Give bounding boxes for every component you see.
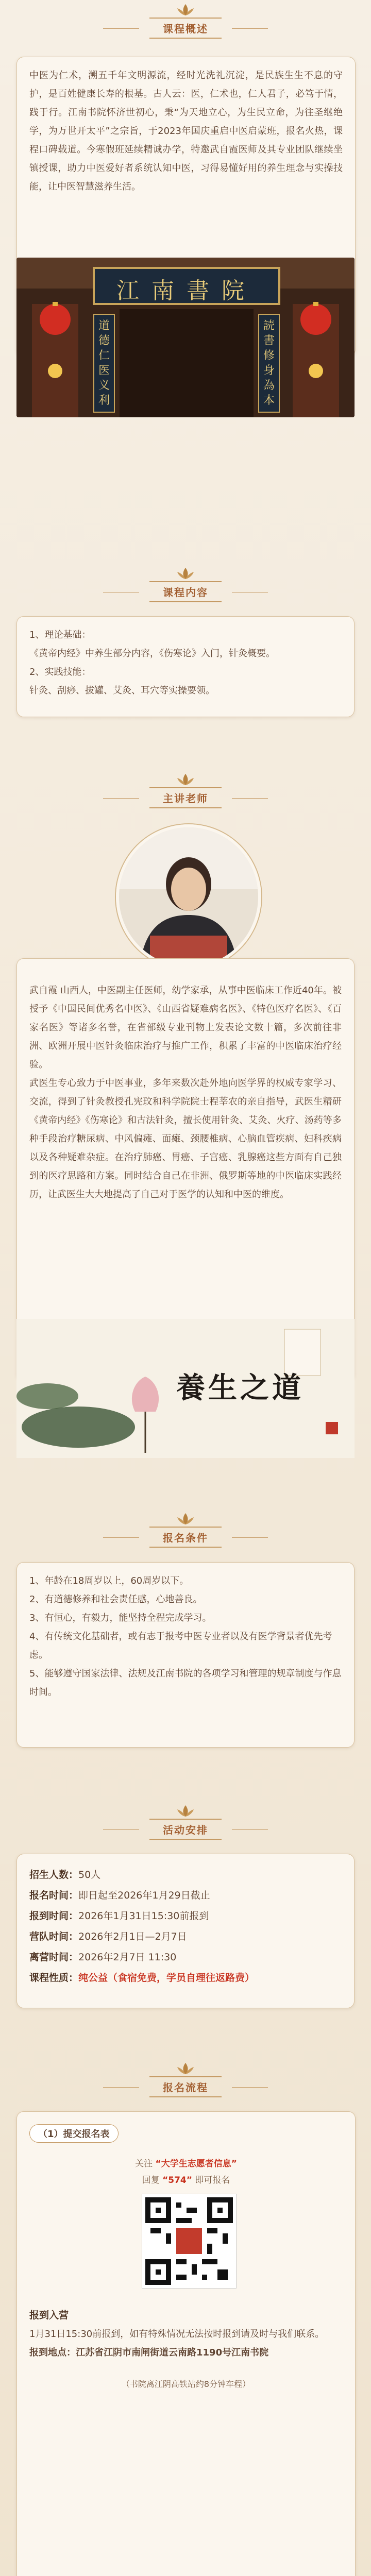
address-value: 江苏省江阴市南闸街道云南路1190号江南书院 [76, 2347, 269, 2358]
teacher-bio-2: 武医生专心致力于中医事业，多年来数次赴外地向医学界的权威专家学习、交流，得到了针灸教授孔宪玟和科学院院士程莘农的亲自指导，武医生精研《黄帝内经》《伤寒论》和古法针灸，擅长使用针灸、艾灸、火疗、汤药等多种手段治疗糖尿病、中风偏瘫、面瘫、颈腰椎病、心脑血管疾病、妇科疾病以及各种疑难杂症。在治疗肺癌、胃癌、子宫癌、乳腺癌这些方面有自己独到的医疗思路和方案。同时结合自己在非洲、俄罗斯等地的中医临床实践经历，让武医生大大地提高了自己对于医学的认知和中医的维度。 [29, 1078, 342, 1200]
section-header-teacher [0, 773, 371, 819]
qr-code-icon [145, 2197, 233, 2285]
lotus-ornament-icon [175, 773, 196, 786]
step2-title: 报到入营 [29, 2310, 69, 2321]
teacher-card [16, 958, 355, 1381]
content-line: 《黄帝内经》中养生部分内容，《伤寒论》入门，针灸概要。 [29, 648, 275, 659]
step1-tag-wrap [29, 2124, 119, 2143]
section-title: 主讲老师 [149, 787, 222, 808]
requirement-item: 1、年龄在18周岁以上，60周岁以下。 [29, 1575, 189, 1586]
content-line: 1、理论基础： [29, 630, 91, 640]
teacher-portrait-illustration [119, 827, 258, 967]
requirement-item: 4、有传统文化基础者，或有志于报考中医专业者以及有医学背景者优先考虑。 [29, 1631, 332, 1660]
address-line [29, 2344, 343, 2362]
step2-block [29, 2306, 343, 2389]
process-card [16, 2111, 356, 2576]
section-title: 报名条件 [149, 1527, 222, 1548]
schedule-row-nature [17, 1968, 354, 1988]
schedule-value-highlight: 纯公益（食宿免费，学员自理往返路费） [78, 1972, 255, 1984]
content-card [16, 616, 355, 717]
teacher-bio-1: 武自霞 山西人，中医副主任医师，幼学家承，从事中医临床工作近40年。被授予《中国民间优秀名中医》、《山西省疑难病名医》、《特色医疗名医》、《百家名医》等诸多名誉，在省部级专业刊物上发表论文数十篇，多次前往非洲、欧洲开展中医针灸临床治疗与推广工作，积累了丰富的中医临床治疗经验。 [29, 985, 342, 1070]
schedule-value: 50人 [78, 1869, 101, 1880]
distance-note: （书院离江阴高铁站约8分钟车程） [121, 2379, 251, 2389]
requirement-item: 2、有道德修养和社会责任感，心地善良。 [29, 1594, 203, 1605]
gate-board: 江南書院 [116, 278, 257, 304]
step1-tag: （1）提交报名表 [29, 2124, 119, 2143]
section-header-schedule [0, 1804, 371, 1851]
content-line: 2、实践技能： [29, 667, 91, 677]
lotus-ornament-icon [175, 3, 196, 16]
lotus-ornament-icon [175, 2062, 196, 2075]
address-label: 报到地点： [29, 2347, 76, 2358]
qr-code[interactable] [142, 2194, 236, 2288]
schedule-row-leave [17, 1947, 354, 1968]
section-header-process [0, 2062, 371, 2108]
section-header-content [0, 567, 371, 613]
schedule-label: 课程性质： [29, 1972, 79, 1984]
overview-text: 中医为仁术，溯五千年文明源流，经时光洗礼沉淀，是民族生生不息的守护，是百姓健康长寿的根基。古人云：医，仁术也，仁人君子，必笃于情，践于行。江南书院怀济世初心，秉“为天地立心，为生民立命，为往圣继绝学，为万世开太平”之宗旨，于2023年国庆重启中医启蒙班，报名火热，课程口碑载道。今寒假班延续精诚办学，特邀武自霞医师及其专业团队继续坐镇授课，助力中医爱好者系统认知中医，习得易懂好用的养生理念与实操技能，让中医智慧滋养生活。 [29, 70, 343, 192]
section-header-overview [0, 3, 371, 49]
reply-line [17, 2173, 355, 2185]
lotus-ornament-icon [175, 567, 196, 580]
section-title: 活动安排 [149, 1819, 222, 1840]
requirement-item: 5、能够遵守国家法律、法规及江南书院的各项学习和管理的规章制度与作息时间。 [29, 1668, 342, 1698]
section-title: 课程内容 [149, 581, 222, 602]
schedule-value: 2026年1月31日15:30前报到 [78, 1910, 209, 1922]
banner-title: 養生之道 [176, 1371, 304, 1405]
follow-account-name: “大学生志愿者信息” [155, 2159, 237, 2169]
content-line: 针灸、刮痧、拔罐、艾灸、耳穴等实操要领。 [29, 685, 215, 696]
schedule-row-registration [17, 1885, 354, 1906]
lotus-ornament-icon [175, 1512, 196, 1526]
schedule-value: 2026年2月1日—2月7日 [78, 1931, 187, 1942]
section-header-requirements [0, 1512, 371, 1558]
gate-couplet-left: 道德仁医义利 [98, 319, 110, 407]
step2-text: 1月31日15:30前报到，如有特殊情况无法按时报到请及时与我们联系。 [29, 2329, 325, 2340]
section-title: 报名流程 [149, 2076, 222, 2097]
section-title: 课程概述 [149, 18, 222, 39]
schedule-row-enrollment [17, 1865, 354, 1885]
requirements-card [16, 1562, 355, 1748]
schedule-value: 即日起至2026年1月29日截止 [78, 1890, 210, 1901]
schedule-row-camp [17, 1926, 354, 1947]
follow-prefix: 关注 [135, 2159, 153, 2169]
gate-couplet-right: 読書修身為本 [263, 319, 275, 407]
schedule-label: 报到时间： [29, 1910, 79, 1922]
schedule-label: 离营时间： [29, 1952, 79, 1963]
yangsheng-banner [16, 1319, 355, 1458]
schedule-row-checkin [17, 1906, 354, 1926]
reply-suffix: 即可报名 [195, 2175, 230, 2185]
requirement-item: 3、有恒心，有毅力，能坚持全程完成学习。 [29, 1613, 212, 1623]
schedule-card [16, 1854, 355, 2008]
schedule-label: 报名时间： [29, 1890, 79, 1901]
reply-code: “574” [162, 2175, 192, 2185]
academy-gate-photo [16, 258, 355, 417]
teacher-portrait [116, 824, 261, 970]
schedule-label: 招生人数： [29, 1869, 79, 1880]
lotus-ornament-icon [175, 1804, 196, 1818]
reply-prefix: 回复 [142, 2175, 160, 2185]
follow-line [17, 2156, 355, 2169]
schedule-label: 营队时间： [29, 1931, 79, 1942]
schedule-value: 2026年2月7日 11:30 [78, 1952, 177, 1963]
